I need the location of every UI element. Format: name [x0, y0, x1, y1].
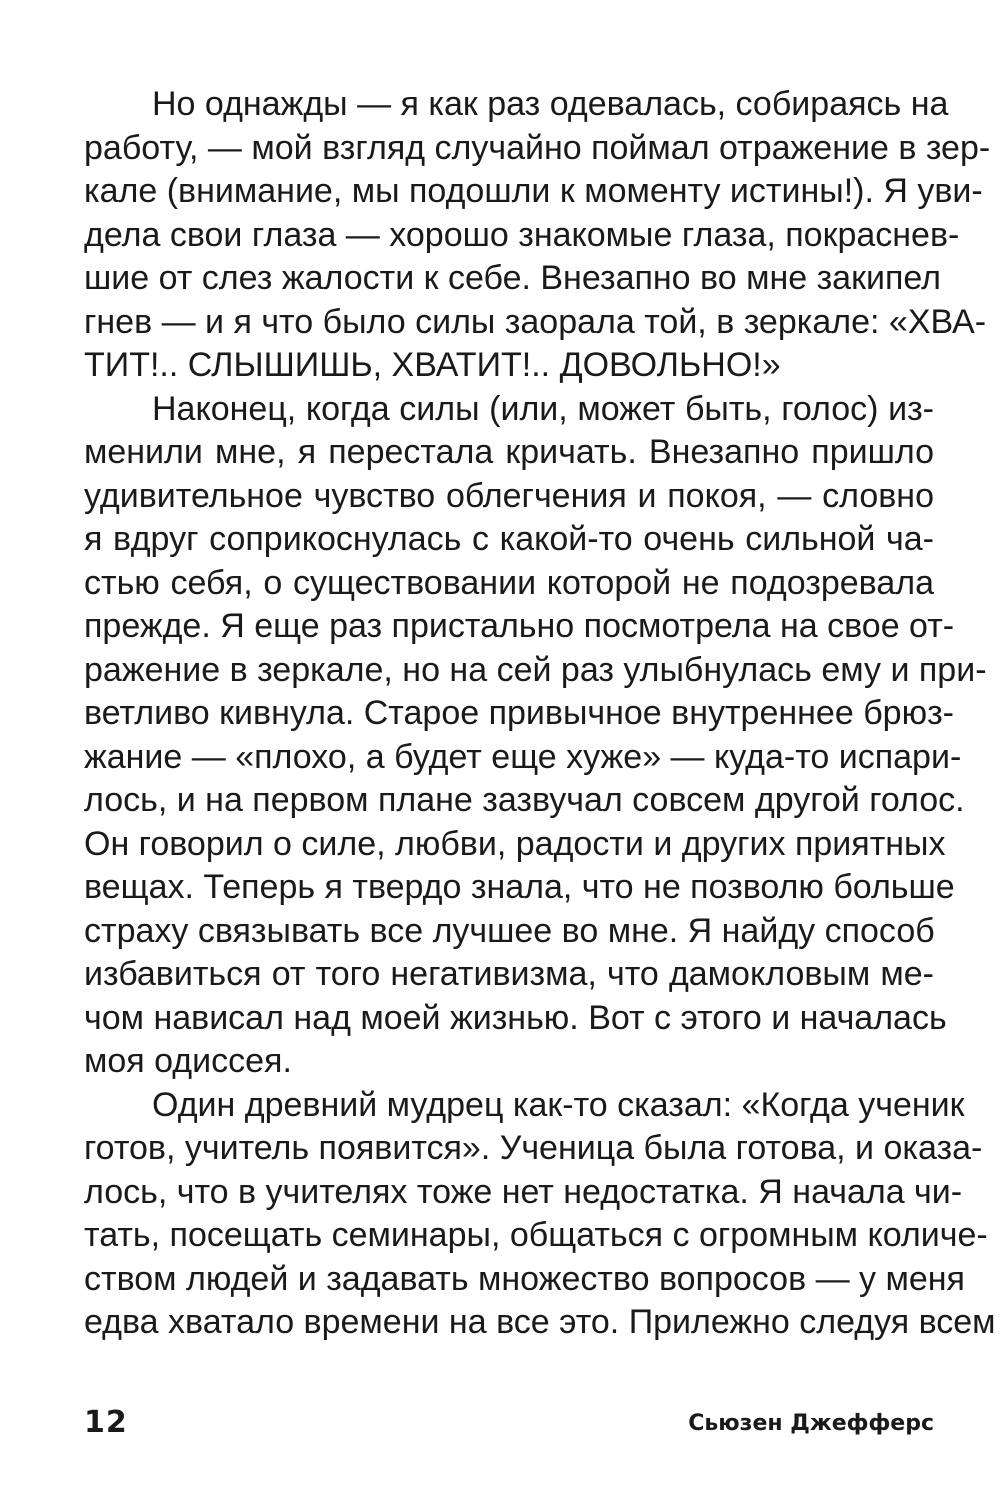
text-line: избавиться от того негативизма, что дамокловым ме- — [84, 955, 934, 993]
text-line: чом нависал над моей жизнью. Вот с этого и началась — [84, 998, 947, 1037]
text-line: едва хватало времени на все это. Прилежно следуя всем — [84, 1303, 996, 1341]
text-line: моя одиссея. — [84, 1042, 292, 1080]
text-line: Один древний мудрец как-то сказал: «Когда ученик — [152, 1085, 965, 1124]
text-line: лось, и на первом плане зазвучал совсем другой голос. — [84, 781, 965, 819]
text-line: ражение в зеркале, но на сей раз улыбнулась ему и при- — [84, 650, 987, 689]
paragraph-2 — [84, 388, 987, 1084]
text-line: работу, — мой взгляд случайно поймал отражение в зер- — [84, 128, 991, 167]
running-author: Сьюзен Джефферс — [688, 1411, 934, 1436]
text-line: дела свои глаза — хорошо знакомые глаза, покраснев- — [84, 215, 960, 254]
text-line: лось, что в учителях тоже нет недостатка. Я начала чи- — [84, 1172, 963, 1211]
page-footer — [84, 1405, 934, 1449]
text-line: стью себя, о существовании которой не подозревала — [84, 563, 934, 602]
text-line: удивительное чувство облегчения и покоя, — словно — [84, 476, 934, 515]
text-line: кале (внимание, мы подошли к моменту истины!). Я уви- — [84, 172, 983, 210]
text-line: ТИТ!.. СЛЫШИШЬ, ХВАТИТ!.. ДОВОЛЬНО!» — [84, 346, 781, 384]
text-line: гнев — и я что было силы заорала той, в зеркале: «ХВА- — [84, 302, 987, 341]
body-text — [84, 83, 996, 1345]
text-line: я вдруг соприкоснулась с какой-то очень сильной ча- — [84, 520, 934, 558]
text-line: страху связывать все лучшее во мне. Я найду способ — [84, 911, 935, 950]
text-line: ветливо кивнула. Старое привычное внутреннее брюз- — [84, 694, 954, 732]
text-line: ством людей и задавать множество вопросов — у меня — [84, 1259, 965, 1298]
text-line: тать, посещать семинары, общаться с огромным количе- — [84, 1216, 988, 1254]
text-line: прежде. Я еще раз пристально посмотрела на свое от- — [84, 607, 955, 645]
text-line: шие от слез жалости к себе. Внезапно во мне закипел — [84, 259, 941, 297]
page-number: 12 — [84, 1405, 128, 1440]
paragraph-1 — [84, 83, 991, 388]
text-line: Наконец, когда силы (или, может быть, голос) из- — [152, 389, 934, 428]
paragraph-3 — [84, 1084, 996, 1345]
text-line: готов, учитель появится». Ученица была готова, и оказа- — [84, 1129, 983, 1167]
text-line: Но однажды — я как раз одевалась, собираясь на — [152, 85, 949, 123]
text-line: менили мне, я перестала кричать. Внезапно пришло — [84, 433, 934, 471]
text-line: вещах. Теперь я твердо знала, что не позволю больше — [84, 868, 955, 906]
text-line: Он говорил о силе, любви, радости и других приятных — [84, 824, 946, 863]
text-line: жание — «плохо, а будет еще хуже» — куда-то испари- — [84, 737, 962, 776]
